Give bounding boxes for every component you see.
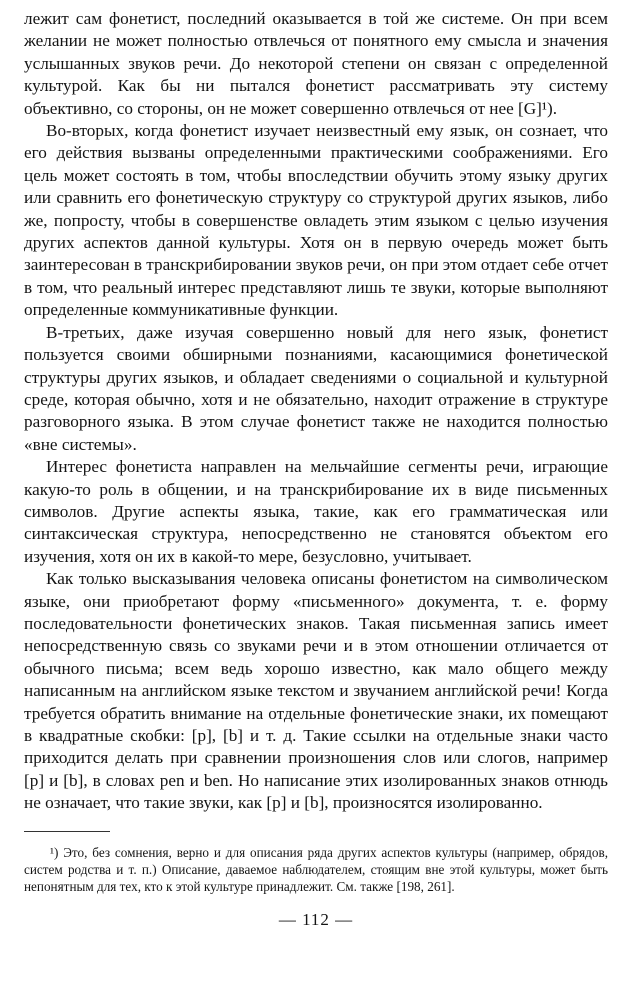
- footnote-divider: [24, 831, 110, 832]
- footnote: [24, 844, 608, 896]
- paragraph-2: Во-вторых, когда фонетист изучает неизвестный ему язык, он сознает, что его действия вызваны определенными практическими соображениями. Его цель может состоять в том, чтобы впоследствии обучить этому языку других или сравнить его фонетическую структуру со структурой других языков, либо же, попросту, чтобы в совершенстве овладеть этим языком с целью изучения других аспектов данной культуры. Хотя он в первую очередь может быть заинтересован в транскрибировании звуков речи, он при этом отдает себе отчет в том, что реальный интерес представляют лишь те звуки, которые выполняют определенные коммуникативные функции.: [24, 121, 608, 320]
- paragraph-1: лежит сам фонетист, последний оказывается в той же системе. Он при всем желании не может полностью отвлечься от понятного ему смысла и значения услышанных звуков речи. До некоторой степени он связан с определенной культурой. Как бы ни пытался фонетист рассматривать эту систему объективно, со стороны, он не может совершенно отвлечься от нее [G]¹).: [24, 9, 608, 118]
- paragraph-3: В-третьих, даже изучая совершенно новый для него язык, фонетист пользуется своими обширными познаниями, касающимися фонетической структуры других языков, и обладает сведениями о социальной и культурной среде, которая обычно, хотя и не обязательно, находит отражение в структуре разговорного языка. В этом случае фонетист также не находится полностью «вне системы».: [24, 322, 608, 454]
- paragraph-4: Интерес фонетиста направлен на мельчайшие сегменты речи, играющие какую-то роль в общении, и на транскрибирование их в виде письменных символов. Другие аспекты языка, такие, как его грамматическая или синтаксическая структура, непосредственно не становятся объектом его изучения, хотя он их в какой-то мере, безусловно, учитывает.: [24, 457, 608, 566]
- page-number: — 112 —: [278, 909, 354, 929]
- paragraph-5: Как только высказывания человека описаны фонетистом на символическом языке, они приобретают форму «письменного» документа, т. е. форму последовательности фонетических знаков. Такая письменная запись имеет непосредственную связь со звуками речи и в этом отношении отличается от обычного письма; всем ведь хорошо известно, как мало общего между написанным на английском языке текстом и звучанием английской речи! Когда требуется обратить внимание на отдельные фонетические знаки, их помещают в квадратные скобки: [p], [b] и т. д. Такие ссылки на отдельные знаки часто приходится делать при сравнении произношения слов или слогов, например [p] и [b], в словах pen и ben. Но написание этих изолированных знаков отнюдь не означает, что такие звуки, как [p] и [b], произносятся изолированно.: [24, 569, 608, 813]
- body-text: [24, 8, 608, 815]
- footnote-text: ¹) Это, без сомнения, верно и для описания ряда других аспектов культуры (например, обрядов, систем родства и т. п.) Описание, даваемое наблюдателем, стоящим вне этой культуры, может быть непонятным для тех, кто к этой культуре принадлежит. См. также [198, 261].: [24, 844, 608, 895]
